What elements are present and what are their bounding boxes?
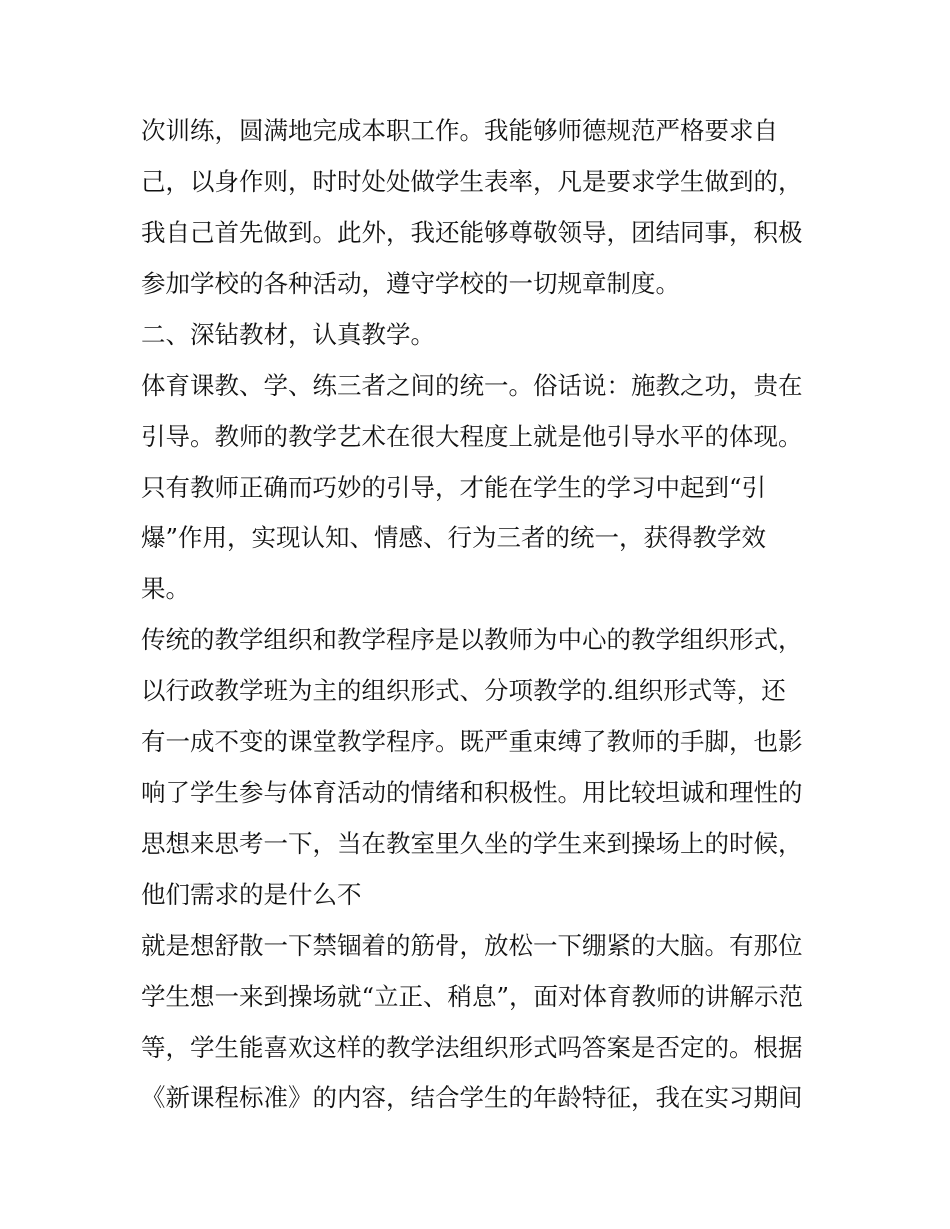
paragraph-line: 思想来思考一下，当在教室里久坐的学生来到操场上的时候， <box>141 829 803 858</box>
paragraph-line: 以行政教学班为主的组织形式、分项教学的.组织形式等，还 <box>141 676 786 705</box>
paragraph-line: 《新课程标准》的内容，结合学生的年龄特征，我在实习期间 <box>141 1083 803 1112</box>
paragraph-line: 体育课教、学、练三者之间的统一。俗话说：施教之功，贵在 <box>141 371 803 400</box>
paragraph-line: 己，以身作则，时时处处做学生表率，凡是要求学生做到的， <box>141 167 803 196</box>
paragraph-line: 参加学校的各种活动，遵守学校的一切规章制度。 <box>141 269 680 298</box>
paragraph-line: 爆”作用，实现认知、情感、行为三者的统一，获得教学效 <box>141 523 767 552</box>
paragraph-line: 传统的教学组织和教学程序是以教师为中心的教学组织形式， <box>141 625 803 654</box>
paragraph-line: 有一成不变的课堂教学程序。既严重束缚了教师的手脚，也影 <box>141 727 803 756</box>
paragraph-line: 果。 <box>141 574 190 603</box>
paragraph-line: 次训练，圆满地完成本职工作。我能够师德规范严格要求自 <box>141 116 778 145</box>
paragraph-line: 就是想舒散一下禁锢着的筋骨，放松一下绷紧的大脑。有那位 <box>141 931 803 960</box>
paragraph-line: 学生想一来到操场就“立正、稍息”，面对体育教师的讲解示范 <box>141 982 804 1011</box>
paragraph-line: 引导。教师的教学艺术在很大程度上就是他引导水平的体现。 <box>141 422 803 451</box>
paragraph-line: 等，学生能喜欢这样的教学法组织形式吗答案是否定的。根据 <box>141 1033 803 1062</box>
paragraph-line: 他们需求的是什么不 <box>141 880 362 909</box>
section-heading: 二、深钻教材，认真教学。 <box>141 320 435 349</box>
paragraph-line: 我自己首先做到。此外，我还能够尊敬领导，团结同事，积极 <box>141 218 803 247</box>
paragraph-line: 响了学生参与体育活动的情绪和积极性。用比较坦诚和理性的 <box>141 778 803 807</box>
paragraph-line: 只有教师正确而巧妙的引导，才能在学生的学习中起到“引 <box>141 473 767 502</box>
